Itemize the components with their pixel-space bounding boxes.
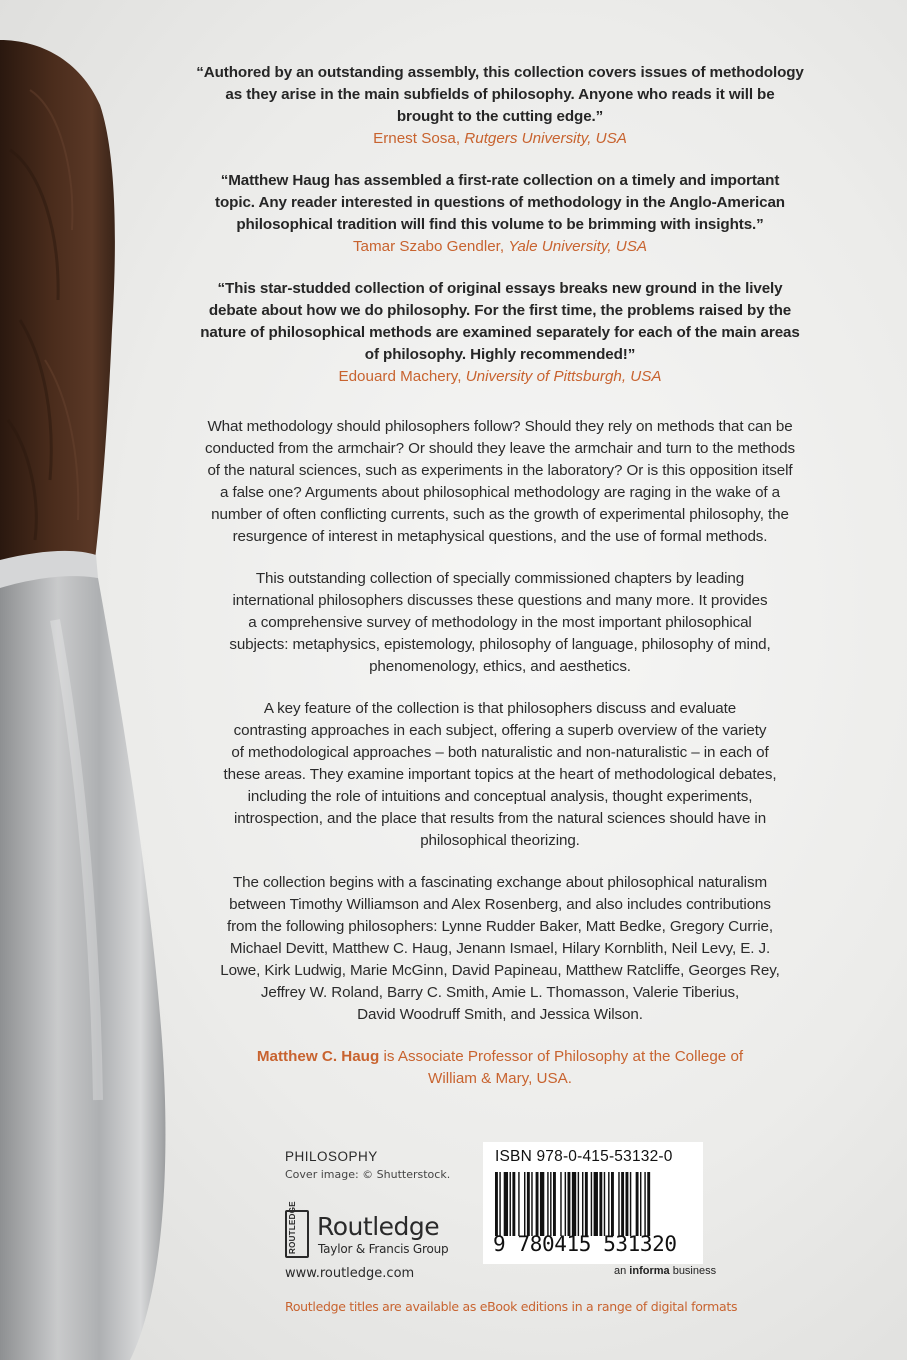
endorsement-quote: “This star-studded collection of original essays breaks new ground in the lively debate about how we do philosophy. For the first time, the problems raised by the nature of philosophical methods are examined separately for each of the main areas of philosophy. Highly recommended!” <box>200 280 800 363</box>
endorsement-quote: “Matthew Haug has assembled a first-rate collection on a timely and important topic. Any reader interested in questions of methodology in the Anglo-American philosophical tradition will find this volume to be brimming with insights.” <box>215 172 785 233</box>
endorsement-attribution: Edouard Machery, University of Pittsburgh, USA <box>338 368 662 385</box>
subject-category: PHILOSOPHY <box>285 1149 378 1164</box>
author-bio: Matthew C. Haug is Associate Professor of Philosophy at the College of William & Mary, USA. <box>256 1048 744 1087</box>
publisher-info <box>285 1148 475 1281</box>
endorsement <box>182 278 818 388</box>
isbn: ISBN 978-0-415-53132-0 <box>495 1148 673 1165</box>
endorsement-attribution: Tamar Szabo Gendler, Yale University, USA <box>352 238 648 255</box>
endorsement <box>182 62 818 150</box>
barcode <box>483 1142 703 1264</box>
ebook-note: Routledge titles are available as eBook editions in a range of digital formats <box>285 1299 738 1314</box>
description-paragraph: What methodology should philosophers follow? Should they rely on methods that can be conducted from the armchair? Or should they leave the armchair and turn to the methods of the natural sciences, such as experiments in the laboratory? Or is this opposition itself a false one? Arguments about philosophical methodology are raging in the wake of a number of often conflicting currents, such as the growth of experimental philosophy, the resurgence of interest in metaphysical questions, and the use of formal methods. <box>205 418 795 545</box>
publisher-group: Taylor & Francis Group <box>318 1242 449 1256</box>
barcode-bars <box>495 1172 695 1236</box>
description-paragraph: This outstanding collection of specially commissioned chapters by leading international philosophers discusses these questions and many more. It provides a comprehensive survey of methodology in the most important philosophical subjects: metaphysics, epistemology, philosophy of language, philosophy of mind, phenomenology, ethics, and aesthetics. <box>229 570 771 675</box>
knife-illustration <box>0 0 190 1360</box>
publisher-website: www.routledge.com <box>285 1266 415 1281</box>
knife-blade <box>0 576 165 1360</box>
back-cover-text <box>182 62 818 1090</box>
barcode-digits: 9 780415 531320 <box>493 1232 677 1256</box>
publisher-name: Routledge <box>317 1212 440 1241</box>
endorsement-quote: “Authored by an outstanding assembly, this collection covers issues of methodology as they arise in the main subfields of philosophy. Anyone who reads it will be brought to the cutting edge.” <box>196 64 804 125</box>
informa-business: an informa business <box>614 1265 717 1277</box>
cover-credit: Cover image: © Shutterstock. <box>285 1168 451 1181</box>
publisher-logo: ROUTLEDGE Routledge Taylor & Francis Group <box>285 1210 475 1262</box>
endorsement-attribution: Ernest Sosa, Rutgers University, USA <box>373 130 627 147</box>
author-name: Matthew C. Haug <box>256 1048 380 1065</box>
description-paragraph: The collection begins with a fascinating exchange about philosophical naturalism between Timothy Williamson and Alex Rosenberg, and also includes contributions from the following philosophers: Lynne Rudder Baker, Matt Bedke, Gregory Currie, Michael Devitt, Matthew C. Haug, Jenann Ismael, Hilary Kornblith, Neil Levy, E. J. Lowe, Kirk Ludwig, Marie McGinn, David Papineau, Matthew Ratcliffe, Georges Rey, Jeffrey W. Roland, Barry C. Smith, Amie L. Thomasson, Valerie Tiberius, David Woodruff Smith, and Jessica Wilson. <box>220 874 780 1023</box>
knife-handle <box>0 40 115 572</box>
endorsement <box>182 170 818 258</box>
description-paragraph: A key feature of the collection is that philosophers discuss and evaluate contrasting approaches in each subject, offering a superb overview of the variety of methodological approaches – both naturalistic and non-naturalistic – in each of these areas. They examine important topics at the heart of methodological debates, including the role of intuitions and conceptual analysis, thought experiments, introspection, and the place that results from the natural sciences should have in philosophical theorizing. <box>223 700 777 849</box>
